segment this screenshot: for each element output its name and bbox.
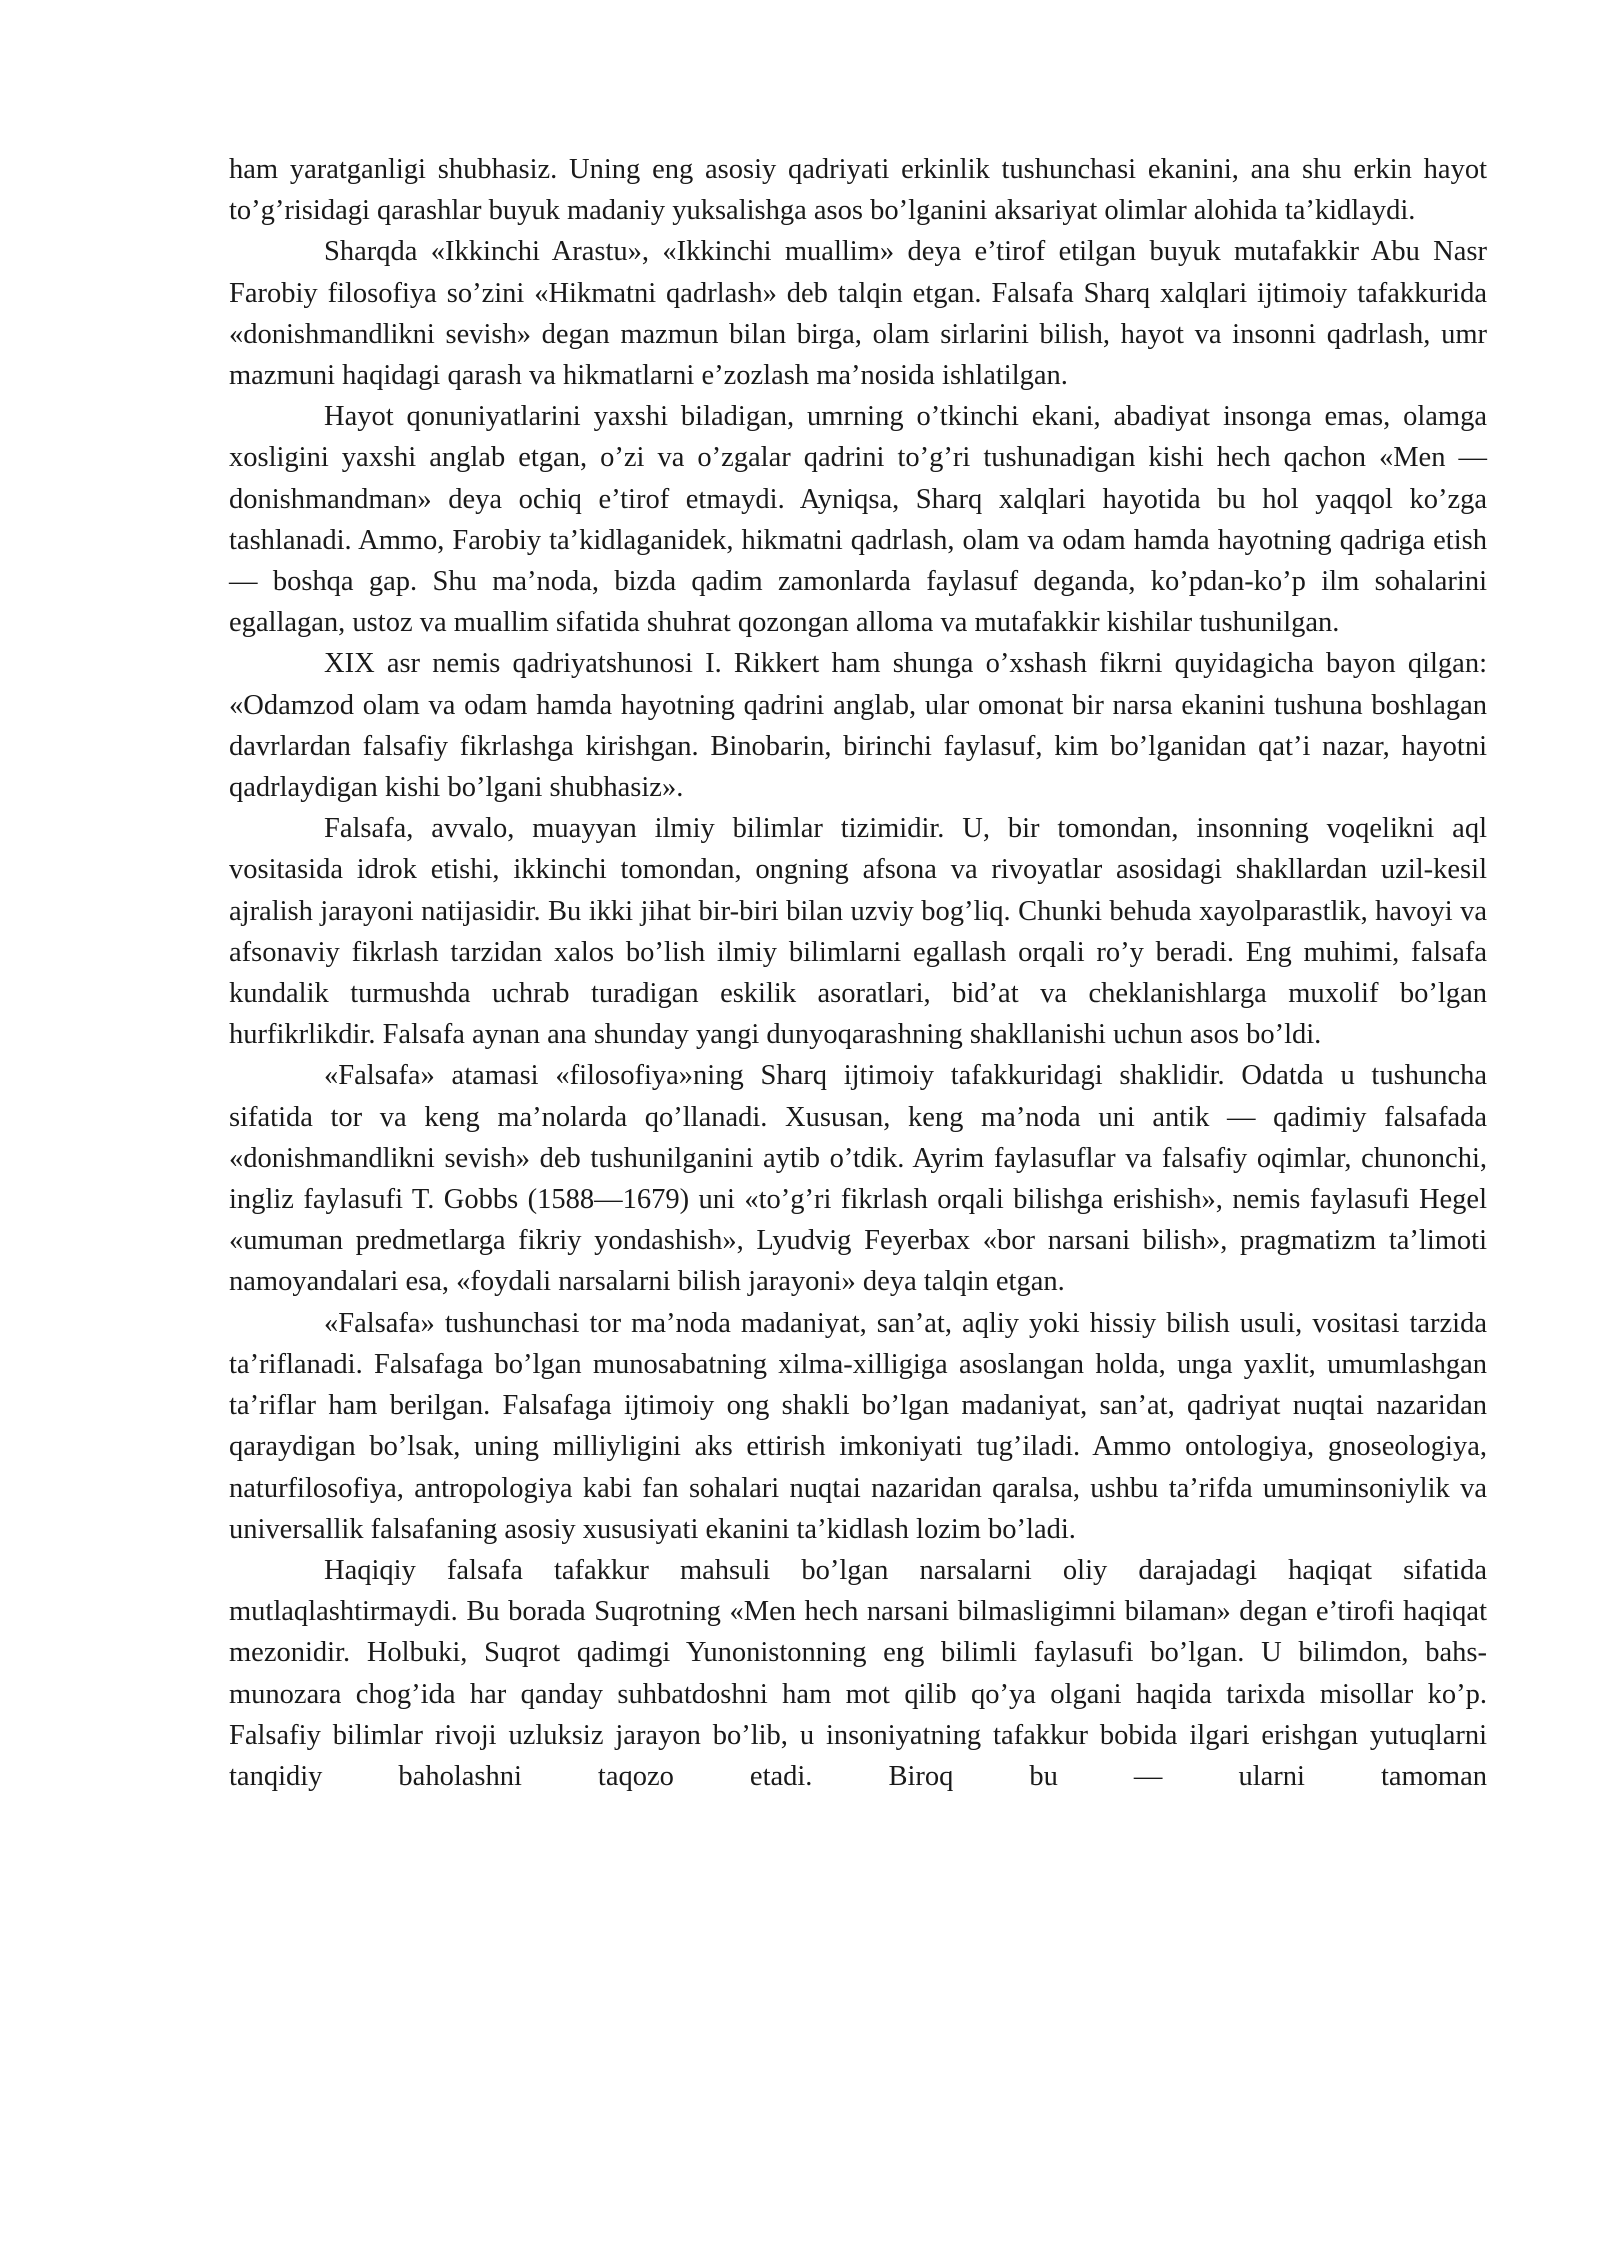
paragraph: Falsafa, avvalo, muayyan ilmiy bilimlar tizimidir. U, bir tomondan, insonning voqelikni aql vositasida idrok etishi, ikkinchi tomondan, ongning afsona va rivoyatlar asosidagi shakllardan uzil-kesil ajralish jarayoni natijasidir. Bu ikki jihat bir-biri bilan uzviy bog’liq. Chunki behuda xayolparastlik, havoyi va afsonaviy fikrlash tarzidan xalos bo’lish ilmiy bilimlarni egallash orqali ro’y beradi. Eng muhimi, falsafa kundalik turmushda uchrab turadigan eskilik asoratlari, bid’at va cheklanishlarga muxolif bo’lgan hurfikrlikdir. Falsafa aynan ana shunday yangi dunyoqarashning shakllanishi uchun asos bo’ldi. <box>229 813 1487 1051</box>
paragraph: XIX asr nemis qadriyatshunosi I. Rikkert ham shunga o’xshash fikrni quyidagicha bayon qilgan: «Odamzod olam va odam hamda hayotning qadrini anglab, ular omonat bir narsa ekanini tushuna boshlagan davrlardan falsafiy fikrlashga kirishgan. Binobarin, birinchi faylasuf, kim bo’lganidan qat’i nazar, hayotni qadrlaydigan kishi bo’lgani shubhasiz». <box>229 648 1487 804</box>
paragraph: Hayot qonuniyatlarini yaxshi biladigan, umrning o’tkinchi ekani, abadiyat insonga emas, olamga xosligini yaxshi anglab etgan, o’zi va o’zgalar qadrini to’g’ri tushunadigan kishi hech qachon «Men — donishmandman» deya ochiq e’tirof etmaydi. Ayniqsa, Sharq xalqlari hayotida bu hol yaqqol ko’zga tashlanadi. Ammo, Farobiy ta’kidlaganidek, hikmatni qadrlash, olam va odam hamda hayotning qadriga etish — boshqa gap. Shu ma’noda, bizda qadim zamonlarda faylasuf deganda, ko’pdan-ko’p ilm sohalarini egallagan, ustoz va muallim sifatida shuhrat qozongan alloma va mutafakkir kishilar tushunilgan. <box>229 401 1487 639</box>
paragraph-last: Haqiqiy falsafa tafakkur mahsuli bo’lgan narsalarni oliy darajadagi haqiqat sifatida mutlaqlashtirmaydi. Bu borada Suqrotning «Men hech narsani bilmasligimni bilaman» degan e’tirofi haqiqat mezonidir. Holbuki, Suqrot qadimgi Yunonistonning eng bilimli faylasufi bo’lgan. U bilimdon, bahs-munozara chog’ida har qanday suhbatdoshni ham mot qilib qo’ya olgani haqida tarixda misollar ko’p. Falsafiy bilimlar rivoji uzluksiz jarayon bo’lib, u insoniyatning tafakkur bobida ilgari erishgan yutuqlarni tanqidiy baholashni taqozo etadi. Biroq bu — ularni tamoman <box>229 1554 1487 1792</box>
paragraph-continued: ham yaratganligi shubhasiz. Uning eng asosiy qadriyati erkinlik tushunchasi ekanini, ana shu erkin hayot to’g’risidagi qarashlar buyuk madaniy yuksalishga asos bo’lganini aksariyat olimlar alohida ta’kidlaydi. <box>229 154 1487 227</box>
paragraph: «Falsafa» atamasi «filosofiya»ning Sharq ijtimoiy tafakkuridagi shaklidir. Odatda u tushuncha sifatida tor va keng ma’nolarda qo’llanadi. Xususan, keng ma’noda uni antik — qadimiy falsafada «donishmandlikni sevish» deb tushunilganini aytib o’tdik. Ayrim faylasuflar va falsafiy oqimlar, chunonchi, ingliz faylasufi T. Gobbs (1588—1679) uni «to’g’ri fikrlash orqali bilishga erishish», nemis faylasufi Hegel «umuman predmetlarga fikriy yondashish», Lyudvig Feyerbax «bor narsani bilish», pragmatizm ta’limoti namoyandalari esa, «foydali narsalarni bilish jarayoni» deya talqin etgan. <box>229 1060 1487 1298</box>
paragraph: «Falsafa» tushunchasi tor ma’noda madaniyat, san’at, aqliy yoki hissiy bilish usuli, vositasi tarzida ta’riflanadi. Falsafaga bo’lgan munosabatning xilma-xilligiga asoslangan holda, unga yaxlit, umumlashgan ta’riflar ham berilgan. Falsafaga ijtimoiy ong shakli bo’lgan madaniyat, san’at, qadriyat nuqtai nazaridan qaraydigan bo’lsak, uning milliyligini aks ettirish imkoniyati tug’iladi. Ammo ontologiya, gnoseologiya, naturfilosofiya, antropologiya kabi fan sohalari nuqtai nazaridan qaralsa, ushbu ta’rifda umuminsoniylik va universallik falsafaning asosiy xususiyati ekanini ta’kidlash lozim bo’ladi. <box>229 1307 1487 1545</box>
body-text <box>229 149 1487 1797</box>
paragraph: Sharqda «Ikkinchi Arastu», «Ikkinchi muallim» deya e’tirof etilgan buyuk mutafakkir Abu Nasr Farobiy filosofiya so’zini «Hikmatni qadrlash» deb talqin etgan. Falsafa Sharq xalqlari ijtimoiy tafakkurida «donishmandlikni sevish» degan mazmun bilan birga, olam sirlarini bilish, hayot va insonni qadrlash, umr mazmuni haqidagi qarash va hikmatlarni e’zozlash ma’nosida ishlatilgan. <box>229 236 1487 392</box>
